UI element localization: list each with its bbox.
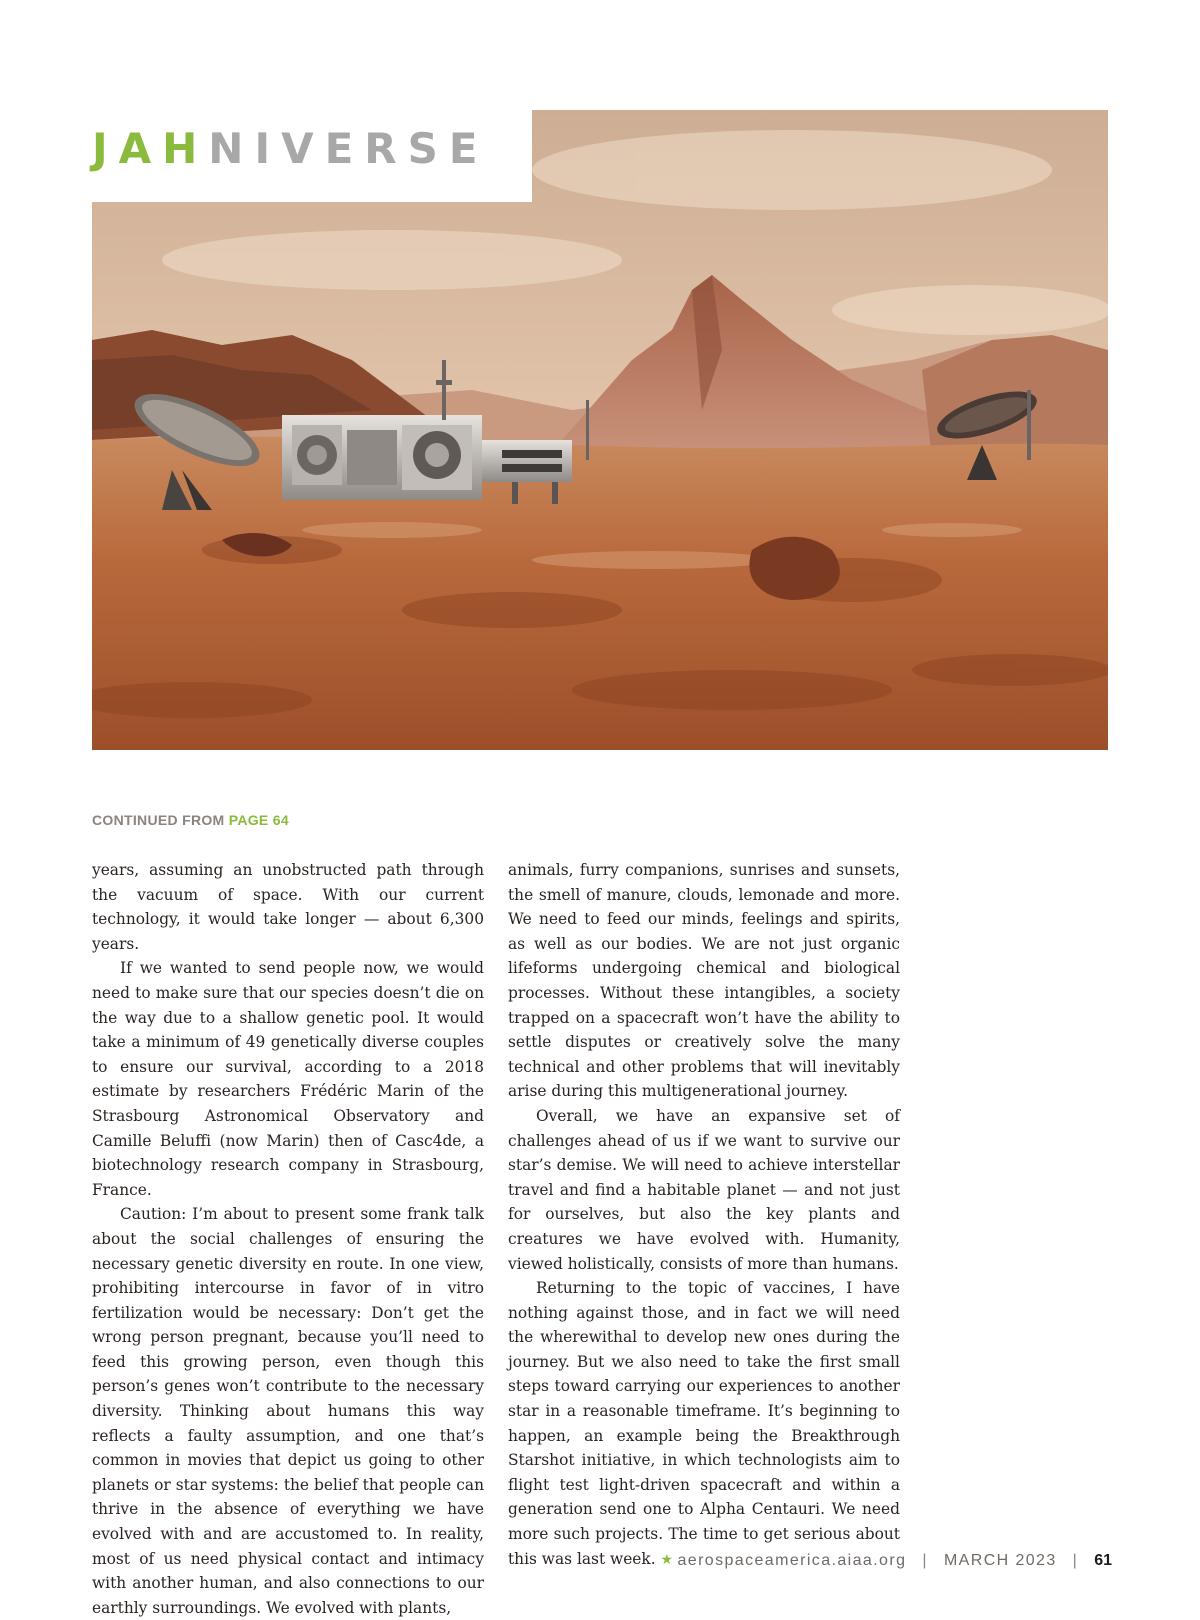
- hero-illustration: [92, 110, 1108, 750]
- article-column-2: [508, 858, 900, 1572]
- footer-separator: |: [922, 1552, 928, 1569]
- paragraph: If we wanted to send people now, we would need to make sure that our species doesn’t die on the way due to a shallow genetic pool. It would take a minimum of 49 genetically diverse couples to ensure our survival, according to a 2018 estimate by researchers Frédéric Marin of the Strasbourg Astronomical Observatory and Camille Beluffi (now Marin) then of Casc4de, a biotechnology research company in Strasbourg, France.: [92, 959, 484, 1199]
- crater: [749, 537, 839, 600]
- footer-date: MARCH 2023: [943, 1552, 1057, 1569]
- end-mark-star-icon: ★: [660, 1551, 674, 1568]
- footer-separator: |: [1072, 1552, 1079, 1569]
- continued-page-link[interactable]: PAGE 64: [228, 812, 289, 828]
- paragraph: Caution: I’m about to present some frank talk about the social challenges of ensuring the necessary genetic diversity en route. In one view, prohibiting intercourse in favor of in vitro fertilization would be necessary: Don’t get the wrong person pregnant, because you’ll need to feed this growing person, even though this person’s genes won’t contribute to the necessary diversity. Thinking about humans this way reflects a faulty assumption, and one that’s common in movies that depict us going to other planets or star systems: the belief that people can thrive in the absence of everything we have evolved with and are accustomed to. In reality, most of us need physical contact and intimacy with another human, and also connections to our earthly surroundings. We evolved with plants,: [92, 1205, 484, 1617]
- paragraph-final: [508, 1276, 900, 1572]
- article-column-1: [92, 858, 484, 1620]
- paragraph: Overall, we have an expansive set of challenges ahead of us if we want to survive our star’s demise. We will need to achieve interstellar travel and find a habitable planet — and not just for ourselves, but also the key plants and creatures we have evolved with. Humanity, viewed holistically, consists of more than humans.: [508, 1106, 900, 1273]
- page-footer: [677, 1552, 1112, 1570]
- paragraph-text: Returning to the topic of vaccines, I have nothing against those, and in fact we will need the wherewithal to develop new ones during the journey. But we also need to take the first small steps toward carrying our experiences to another star in a reasonable timeframe. It’s beginning to happen, an example being the Breakthrough Starshot initiative, in which technologists aim to flight test light-driven spacecraft and within a generation send one to Alpha Centauri. We need more such projects. The time to get serious about this was last week.: [508, 1279, 900, 1568]
- department-tag-part1: JAH: [92, 124, 209, 173]
- paragraph: years, assuming an unobstructed path through the vacuum of space. With our current technology, it would take longer — about 6,300 years.: [92, 861, 484, 953]
- department-tag: [92, 124, 489, 173]
- department-tag-part2: NIVERSE: [208, 124, 489, 173]
- continued-from-line: [92, 812, 289, 828]
- continued-label: CONTINUED FROM: [92, 812, 229, 828]
- page-number: 61: [1094, 1552, 1112, 1569]
- footer-site[interactable]: aerospaceamerica.aiaa.org: [677, 1552, 907, 1569]
- mars-landscape-image: [92, 110, 1108, 750]
- paragraph: animals, furry companions, sunrises and sunsets, the smell of manure, clouds, lemonade and more. We need to feed our minds, feelings and spirits, as well as our bodies. We are not just organic lifeforms undergoing chemical and biological processes. Without these intangibles, a society trapped on a spacecraft won’t have the ability to settle disputes or creatively solve the many technical and other problems that will inevitably arise during this multigenerational journey.: [508, 861, 900, 1101]
